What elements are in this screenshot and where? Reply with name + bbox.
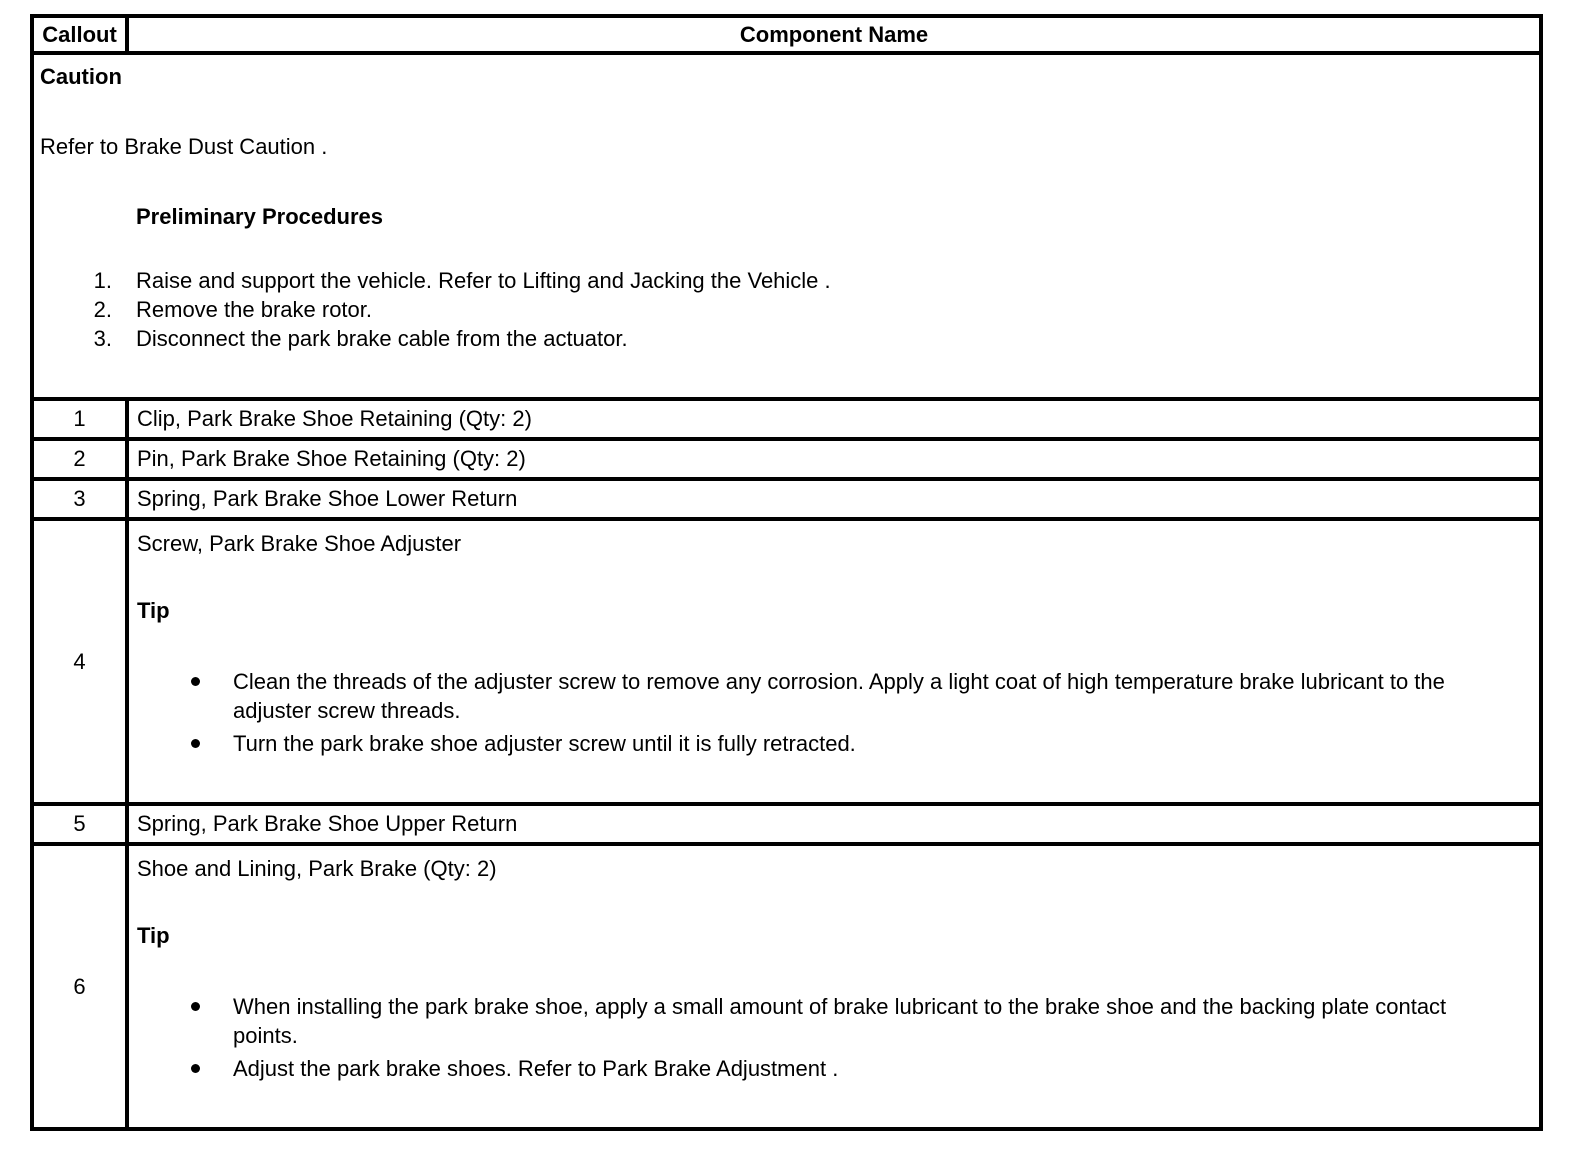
component-name: Pin, Park Brake Shoe Retaining (Qty: 2) (127, 439, 1541, 479)
table-row (32, 519, 1541, 804)
component-name: Screw, Park Brake Shoe Adjuster (137, 531, 462, 556)
component-name: Spring, Park Brake Shoe Upper Return (127, 804, 1541, 844)
preliminary-steps-list (40, 266, 1529, 353)
callout-number: 4 (32, 519, 127, 804)
callout-column-header: Callout (32, 16, 127, 53)
callout-number: 2 (32, 439, 127, 479)
tip-text: When installing the park brake shoe, apply a small amount of brake lubricant to the brake shoe and the backing plate contact points. (233, 994, 1447, 1048)
component-detail-cell (127, 519, 1541, 804)
table-row (32, 844, 1541, 1129)
component-name: Spring, Park Brake Shoe Lower Return (127, 479, 1541, 519)
component-name: Clip, Park Brake Shoe Retaining (Qty: 2) (127, 399, 1541, 439)
list-item (137, 729, 1509, 758)
component-name-column-header: Component Name (127, 16, 1541, 53)
list-item (40, 295, 1529, 324)
bullet-icon (191, 1002, 200, 1011)
callout-number: 5 (32, 804, 127, 844)
caution-row (32, 53, 1541, 399)
component-name: Shoe and Lining, Park Brake (Qty: 2) (137, 856, 497, 881)
tip-list (137, 667, 1509, 758)
caution-cell (32, 53, 1541, 399)
bullet-icon (191, 677, 200, 686)
step-number: 1. (93, 268, 112, 293)
component-table (30, 14, 1543, 1131)
callout-number: 6 (32, 844, 127, 1129)
table-header-row (32, 16, 1541, 53)
table-row (32, 804, 1541, 844)
service-document (30, 14, 1543, 1131)
preliminary-procedures-heading: Preliminary Procedures (136, 204, 384, 229)
table-row (32, 399, 1541, 439)
bullet-icon (191, 1064, 200, 1073)
tip-list (137, 992, 1509, 1083)
tip-text: Clean the threads of the adjuster screw to remove any corrosion. Apply a light coat of high temperature brake lubricant to the adjuster screw threads. (233, 669, 1445, 723)
list-item (40, 266, 1529, 295)
list-item (40, 324, 1529, 353)
caution-heading: Caution (40, 64, 122, 89)
step-text: Disconnect the park brake cable from the actuator. (136, 326, 628, 351)
list-item (137, 667, 1509, 725)
tip-heading: Tip (137, 923, 170, 948)
table-row (32, 479, 1541, 519)
component-detail-cell (127, 844, 1541, 1129)
tip-text: Adjust the park brake shoes. Refer to Park Brake Adjustment . (233, 1056, 839, 1081)
step-text: Raise and support the vehicle. Refer to Lifting and Jacking the Vehicle . (136, 268, 831, 293)
callout-number: 3 (32, 479, 127, 519)
table-row (32, 439, 1541, 479)
tip-heading: Tip (137, 598, 170, 623)
caution-reference-text: Refer to Brake Dust Caution . (40, 134, 328, 159)
list-item (137, 992, 1509, 1050)
bullet-icon (191, 739, 200, 748)
step-text: Remove the brake rotor. (136, 297, 373, 322)
tip-text: Turn the park brake shoe adjuster screw until it is fully retracted. (233, 731, 856, 756)
step-number: 2. (93, 297, 112, 322)
callout-number: 1 (32, 399, 127, 439)
list-item (137, 1054, 1509, 1083)
step-number: 3. (93, 326, 112, 351)
